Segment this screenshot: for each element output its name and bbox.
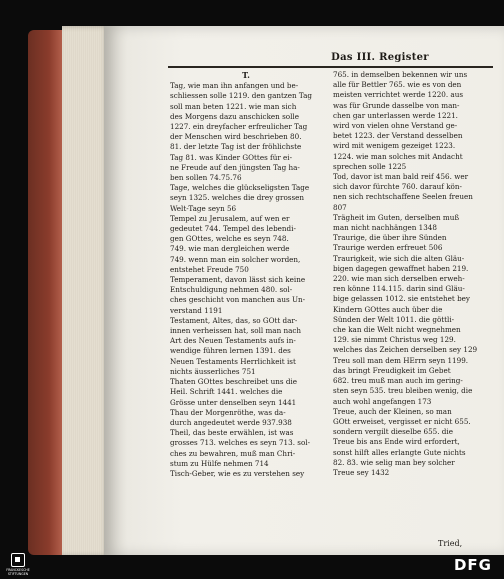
index-line: seyn 1325. welches die drey grossen [170,193,305,203]
index-line: bige gelassen 1012. sie entstehet bey [333,294,470,304]
index-line: Neuen Testaments Herrlichkeit ist [170,356,296,366]
index-line: man nicht nachhängen 1348 [333,223,437,233]
index-line: Trägheit im Guten, derselben muß [333,212,460,222]
index-line: wird mit wenigem gezeiget 1223. [333,141,456,151]
index-line: Treue bis ans Ende wird erfordert, [333,437,460,447]
index-line: Testament, Altes, das, so GOtt dar- [170,315,298,325]
index-line: Welt-Tage seyn 56 [170,203,237,213]
running-head: Das III. Register [331,52,429,63]
index-line: 220. wie man sich derselben erweh- [333,274,465,284]
index-line: 765. in demselben bekennen wir uns [333,70,468,79]
index-line: sten seyn 535. treu bleiben wenig, die [333,386,473,396]
index-line: sonst hilft alles erlangte Gute nichts [333,447,466,457]
index-line: Traurigkeit, wie sich die alten Gläu- [333,253,465,263]
index-line: 749. wie man dergleichen werde [170,244,290,254]
footer-bar [0,555,504,579]
index-line: auch wohl angefangen 173 [333,396,432,406]
catchword: Tried, [438,539,463,548]
index-line: schliessen solle 1219. den gantzen Tag [170,91,312,101]
left-column-lines [170,81,322,479]
index-line: des Morgens dazu anschicken solle [170,111,299,121]
index-line: alle für Bettler 765. wie es von den [333,80,462,90]
index-line: 129. sie nimmt Christus weg 129. [333,335,456,345]
index-line: chen gar unterlassen werde 1221. [333,110,458,120]
index-line: sprechen solle 1225 [333,161,407,171]
index-line: was für Grunde dasselbe von man- [333,100,460,110]
index-line: Tisch-Geber, wie es zu verstehen sey [170,468,305,478]
index-line: Thau der Morgenröthe, was da- [170,407,286,417]
index-line: Treu soll man dem HErrn seyn 1199. [333,355,469,365]
index-line: GOtt erweiset, vergisset er nicht 655. [333,416,471,426]
index-line: verstand 1191 [170,305,223,315]
index-line: Treue, auch der Kleinen, so man [333,406,452,416]
index-line: das bringt Freudigkeit im Gebet [333,365,451,375]
left-column [170,70,322,479]
index-line: Treue sey 1432 [333,467,390,477]
index-line: gedeutet 744. Tempel des lebendi- [170,224,296,234]
index-line: durch angedeutet werde 937.938 [170,417,292,427]
index-line: gen GOttes, welche es seyn 748. [170,234,289,244]
index-line: Temperament, davon lässt sich keine [170,275,306,285]
franckesche-stiftungen-logo [4,553,32,577]
index-line: Thaten GOttes beschreibet uns die [170,377,297,387]
index-line: wendige führen lernen 1391. des [170,346,291,356]
index-line: ches geschicht von manchen aus Un- [170,295,306,305]
index-line: Art des Neuen Testaments aufs in- [170,336,296,346]
index-line: meisten verrichtet werde 1220. aus [333,90,464,100]
right-column-lines [333,70,493,478]
index-line: ben sollen 74.75.76 [170,173,242,183]
index-line: ches zu bewahren, muß man Chri- [170,448,296,458]
dfg-logo: DFG [453,556,492,574]
index-line: ren könne 114.115. darin sind Gläu- [333,284,465,294]
index-line: Tempel zu Jerusalem, auf wen er [170,213,290,223]
header-rule [168,66,493,68]
index-line: 81. der letzte Tag ist der fröhlichste [170,142,302,152]
page-stack-edge [62,26,110,556]
index-line: stum zu Hülfe nehmen 714 [170,458,269,468]
index-line: Traurige werden erfreuet 506 [333,243,443,253]
index-line: 1224. wie man solches mit Andacht [333,151,463,161]
index-line: che kan die Welt nicht wegnehmen [333,325,461,335]
index-line: Grösse unter denselben seyn 1441 [170,397,297,407]
index-line: Tod, davor ist man bald reif 456. wer [333,172,469,182]
index-line: nichts äusserliches 751 [170,366,256,376]
index-line: grosses 713. welches es seyn 713. sol- [170,438,311,448]
index-line: 749. wenn man ein solcher worden, [170,254,301,264]
index-line: Tage, welches die glückseligsten Tage [170,183,310,193]
right-column [333,70,493,478]
index-line: entstehet Freude 750 [170,264,249,274]
index-line: welches das Zeichen derselben sey 129 [333,345,478,355]
index-line: bigen dagegen gewaffnet haben 219. [333,263,469,273]
section-letter: T. [242,70,250,80]
index-line: wird von vielen ohne Verstand ge- [333,121,458,131]
index-line: betet 1223. der Verstand desselben [333,131,463,141]
index-line: Tag, wie man ihn anfangen und be- [170,81,299,91]
index-line: 82. 83. wie selig man bey solcher [333,457,455,467]
index-line: der Menschen wird beschrieben 80. [170,132,302,142]
index-line: Kindern GOttes auch über die [333,304,443,314]
index-line: soll man beten 1221. wie man sich [170,101,297,111]
index-line: nen sich rechtschaffene Seelen freuen [333,192,473,202]
index-line: 682. treu muß man auch im gering- [333,376,463,386]
index-line: 807 [333,202,347,212]
index-line: sich davor fürchte 760. darauf kön- [333,182,462,192]
index-line: Tag 81. was Kinder GOttes für ei- [170,152,293,162]
index-line: ne Freude auf den jüngsten Tag ha- [170,162,300,172]
index-line: 1227. ein dreyfacher erfreulicher Tag [170,122,308,132]
index-line: Heil. Schrift 1441. welches die [170,387,283,397]
index-line: Theil, das beste erwählen, ist was [170,428,294,438]
index-line: Entschuldigung nehmen 480. sol- [170,285,293,295]
index-line: Sünden der Welt 1011. die göttli- [333,314,455,324]
index-line: Traurige, die über ihre Sünden [333,233,447,243]
foundation-logo-text: FRANCKESCHE STIFTUNGEN [6,568,30,576]
foundation-icon [11,553,25,567]
index-line: sondern vergilt dieselbe 655. die [333,427,453,437]
index-line: innen verheissen hat, soll man nach [170,326,302,336]
